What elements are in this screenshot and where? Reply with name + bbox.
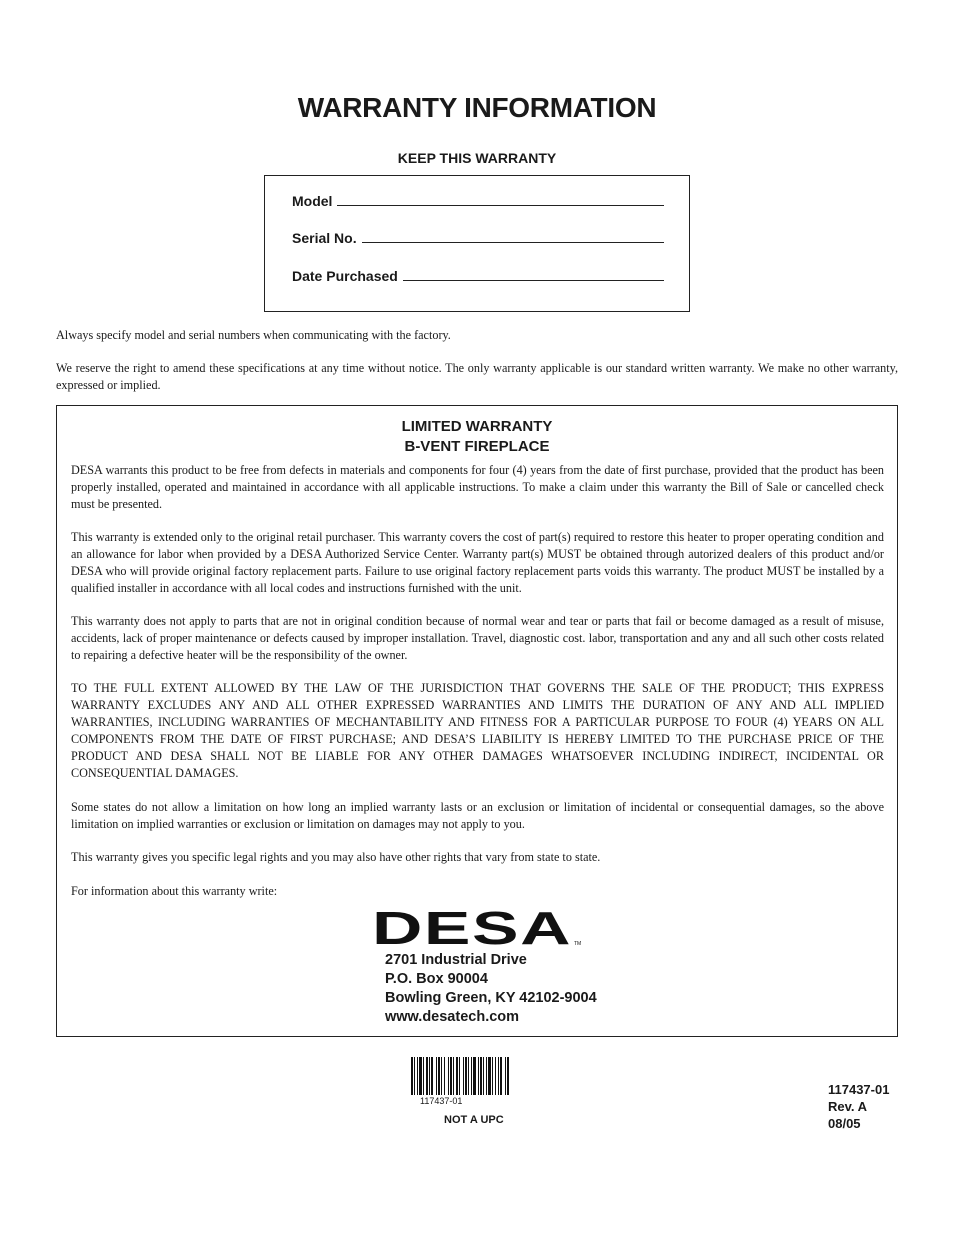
model-row (292, 193, 664, 209)
limited-warranty-box (56, 405, 898, 1037)
document-number: 117437-01 (828, 1082, 890, 1097)
model-blank-line (337, 204, 664, 206)
warranty-paragraph-4: TO THE FULL EXTENT ALLOWED BY THE LAW OF THE JURISDICTION THAT GOVERNS THE SALE OF THE PRODUCT; THIS EXPRESS WARRANTY EXCLUDES ANY AND ALL OTHER EXPRESSED WARRANTIES AND LIMITS THE DURATION OF ANY AND ALL IMPLIED WARRANTIES, INCLUDING WARRANTIES OF MECHANTABILITY AND FITNESS FOR A PARTICULAR PURPOSE TO FOUR (4) YEARS ON ALL COMPONENTS FROM THE DATE OF FIRST PURCHASE; AND DESA’S LIABILITY IS HEREBY LIMITED TO THE PURCHASE PRICE OF THE PRODUCT AND DESA SHALL NOT BE LIABLE FOR ANY OTHER DAMAGES WHATSOEVER INCLUDING INDIRECT, INCIDENTAL OR CONSEQUENTIAL DAMAGES. (71, 681, 884, 780)
keep-warranty-heading: KEEP THIS WARRANTY (397, 150, 557, 166)
warranty-subtitle: B-VENT FIREPLACE (404, 438, 550, 455)
address-line-1: 2701 Industrial Drive (385, 952, 527, 968)
serial-blank-line (362, 241, 664, 243)
desa-logo-text: DESA (372, 906, 572, 948)
serial-row (292, 230, 664, 246)
document-revision: Rev. A (828, 1099, 868, 1114)
warranty-paragraph-1: DESA warrants this product to be free from defects in materials and components for four (4) years from the date of first purchase, provided that the product has been properly installed, operated and maintained in accordance with all applicable instructions. To make a claim under this warranty the Bill of Sale or cancelled check must be presented. (71, 463, 884, 511)
warranty-record-box (264, 175, 690, 312)
document-date: 08/05 (828, 1116, 861, 1131)
warranty-title: LIMITED WARRANTY (401, 418, 553, 435)
warranty-paragraph-3: This warranty does not apply to parts that are not in original condition because of normal wear and tear or parts that fail or become damaged as a result of misuse, accidents, lack of proper maintenance or defects caused by improper installation. Travel, diagnostic cost. labor, transportation and any and all such other costs related to repairing a defective heater will be the responsibility of the owner. (71, 614, 884, 662)
date-row (292, 268, 664, 284)
date-blank-line (403, 279, 664, 281)
website-link[interactable]: www.desatech.com (385, 1009, 520, 1025)
trademark-mark: TM (574, 941, 582, 947)
warranty-paragraph-2: This warranty is extended only to the original retail purchaser. This warranty covers the cost of part(s) required to restore this heater to proper operating condition and an allowance for labor when provided by a DESA Authorized Service Center. Warranty part(s) MUST be obtained through autorized dealers of this product and/or DESA who will provide original factory replacement parts. Failure to use original factory replacement parts voids this warranty. The product MUST be installed by a qualified installer in accordance with all local codes and instructions furnished with the unit. (71, 530, 884, 595)
barcode-image (411, 1057, 539, 1095)
address-line-2: P.O. Box 90004 (385, 971, 488, 987)
warranty-paragraph-7: For information about this warranty write: (71, 884, 278, 898)
warranty-paragraph-6: This warranty gives you specific legal rights and you may also have other rights that vary from state to state. (71, 850, 601, 864)
not-a-upc-label: NOT A UPC (444, 1114, 504, 1126)
barcode-number: 117437-01 (420, 1096, 463, 1106)
warranty-paragraph-5: Some states do not allow a limitation on how long an implied warranty lasts or an exclusion or limitation of incidental or consequential damages, so the above limitation on implied warranties or exclusion or limitation on damages may not apply to you. (71, 800, 884, 831)
page-title: WARRANTY INFORMATION (297, 92, 657, 123)
model-label: Model (292, 193, 333, 209)
address-line-3: Bowling Green, KY 42102-9004 (385, 990, 597, 1006)
desa-logo (372, 906, 587, 948)
specify-note: Always specify model and serial numbers when communicating with the factory. (56, 328, 451, 342)
serial-label: Serial No. (292, 230, 357, 246)
date-label: Date Purchased (292, 268, 398, 284)
reserve-note: We reserve the right to amend these specifications at any time without notice. The only warranty applicable is our standard written warranty. We make no other warranty, expressed or implied. (56, 361, 898, 392)
